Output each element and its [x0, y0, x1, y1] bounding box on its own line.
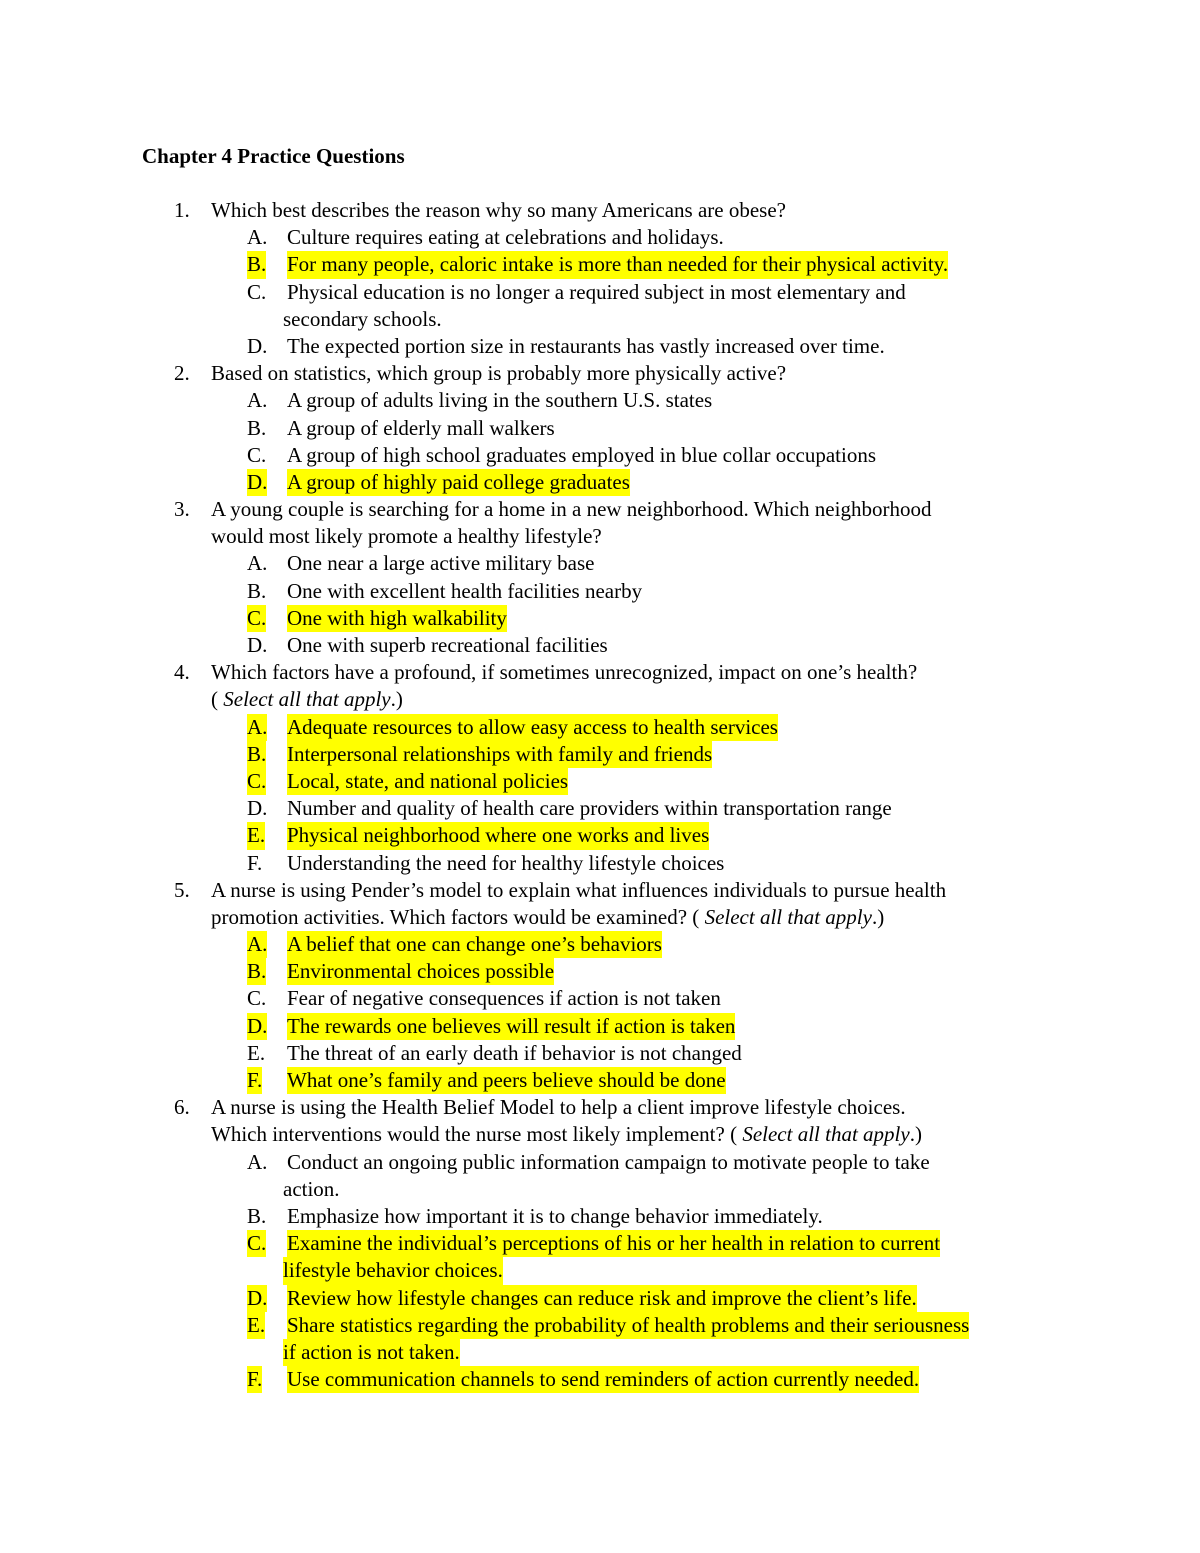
option-letter: B. [247, 578, 267, 603]
option-text: Conduct an ongoing public information campaign to motivate people to take [287, 1149, 930, 1174]
question-line [0, 523, 1200, 550]
answer-option-line [0, 1366, 1200, 1393]
question-number: 4. [174, 660, 190, 685]
option-letter: D. [247, 796, 268, 821]
option-letter: C. [247, 1230, 266, 1257]
answer-option-line [0, 469, 1200, 496]
question-text: A nurse is using Pender’s model to explain what influences individuals to pursue health [211, 877, 947, 902]
highlighted-answer-text: What one’s family and peers believe should be done [287, 1067, 726, 1094]
question-text: Which factors have a profound, if sometimes unrecognized, impact on one’s health? [211, 660, 918, 685]
answer-option-line [0, 1257, 1200, 1284]
answer-option-line [0, 224, 1200, 251]
highlighted-answer-text: Adequate resources to allow easy access to health services [287, 714, 778, 741]
question-number: 5. [174, 877, 190, 902]
question-text: Which interventions would the nurse most likely implement? ( Select all that apply.) [211, 1122, 922, 1147]
option-letter: B. [247, 741, 266, 768]
option-letter: A. [247, 551, 268, 576]
highlighted-answer-text: Use communication channels to send reminders of action currently needed. [287, 1366, 919, 1393]
option-letter: D. [247, 633, 268, 657]
option-letter: A. [247, 225, 268, 250]
option-text: The threat of an early death if behavior is not changed [287, 1040, 742, 1065]
option-letter: C. [247, 442, 267, 467]
question-text: A young couple is searching for a home in a new neighborhood. Which neighborhood [211, 497, 932, 522]
highlighted-answer-text: A belief that one can change one’s behaviors [287, 931, 662, 958]
option-letter: C. [247, 768, 266, 795]
question-line [0, 686, 1200, 713]
answer-option-line [0, 1067, 1200, 1094]
question-1 [0, 197, 1200, 360]
answer-option-line [0, 795, 1200, 822]
option-text: The expected portion size in restaurants has vastly increased over time. [287, 333, 885, 358]
option-letter: E. [247, 1040, 266, 1065]
option-letter: B. [247, 251, 266, 278]
highlighted-answer-text: if action is not taken. [283, 1339, 460, 1366]
option-text: A group of high school graduates employed in blue collar occupations [287, 442, 877, 467]
answer-option-line [0, 1203, 1200, 1230]
answer-option-line [0, 387, 1200, 414]
option-text: A group of elderly mall walkers [287, 415, 555, 440]
answer-option-line [0, 279, 1200, 306]
option-letter: A. [247, 388, 268, 413]
question-number: 6. [174, 1095, 190, 1120]
highlighted-answer-text: Environmental choices possible [287, 958, 554, 985]
highlighted-answer-text: A group of highly paid college graduates [287, 469, 630, 496]
option-letter: D. [247, 333, 268, 358]
option-text: One with excellent health facilities nearby [287, 578, 643, 603]
highlighted-answer-text: Physical neighborhood where one works and lives [287, 822, 709, 849]
option-letter: B. [247, 1203, 267, 1228]
option-letter: D. [247, 469, 267, 496]
option-letter: C. [247, 279, 267, 304]
option-letter: D. [247, 1013, 267, 1040]
question-line [0, 197, 1200, 224]
answer-option-line [0, 1230, 1200, 1257]
option-text: Fear of negative consequences if action is not taken [287, 986, 721, 1011]
answer-option-line [0, 822, 1200, 849]
question-line [0, 496, 1200, 523]
option-letter: E. [247, 822, 265, 849]
answer-option-line [0, 251, 1200, 278]
answer-option-line [0, 550, 1200, 577]
option-text: One near a large active military base [287, 551, 595, 576]
highlighted-answer-text: For many people, caloric intake is more than needed for their physical activity. [287, 251, 948, 278]
highlighted-answer-text: Review how lifestyle changes can reduce risk and improve the client’s life. [287, 1285, 917, 1312]
answer-option-line [0, 442, 1200, 469]
option-text: action. [283, 1176, 340, 1201]
option-text: Number and quality of health care providers within transportation range [287, 796, 892, 821]
answer-option-line [0, 741, 1200, 768]
option-text: Understanding the need for healthy lifestyle choices [287, 850, 725, 875]
question-text: would most likely promote a healthy lifestyle? [211, 524, 602, 549]
option-text: One with superb recreational facilities [287, 633, 608, 657]
question-text: Which best describes the reason why so many Americans are obese? [211, 198, 786, 222]
highlighted-answer-text: One with high walkability [287, 605, 507, 632]
question-5 [0, 877, 1200, 1095]
option-letter: A. [247, 931, 267, 958]
question-line [0, 904, 1200, 931]
question-line [0, 1121, 1200, 1148]
answer-option-line [0, 605, 1200, 632]
answer-option-line [0, 1176, 1200, 1203]
highlighted-answer-text: Share statistics regarding the probability of health problems and their seriousness [287, 1312, 969, 1339]
answer-option-line [0, 931, 1200, 958]
answer-option-line [0, 850, 1200, 877]
highlighted-answer-text: Local, state, and national policies [287, 768, 568, 795]
option-letter: F. [247, 850, 263, 875]
question-line [0, 877, 1200, 904]
answer-option-line [0, 306, 1200, 333]
answer-option-line [0, 333, 1200, 360]
option-letter: C. [247, 605, 266, 632]
question-line [0, 659, 1200, 686]
question-text: Based on statistics, which group is probably more physically active? [211, 361, 787, 386]
answer-option-line [0, 632, 1200, 659]
highlighted-answer-text: The rewards one believes will result if action is taken [287, 1013, 735, 1040]
answer-option-line [0, 985, 1200, 1012]
option-letter: A. [247, 714, 267, 741]
answer-option-line [0, 415, 1200, 442]
question-3 [0, 496, 1200, 659]
option-letter: B. [247, 415, 267, 440]
option-letter: C. [247, 986, 267, 1011]
option-text: Culture requires eating at celebrations and holidays. [287, 225, 724, 250]
answer-option-line [0, 578, 1200, 605]
answer-option-line [0, 1149, 1200, 1176]
question-number: 1. [174, 198, 190, 222]
option-letter: F. [247, 1366, 262, 1393]
highlighted-answer-text: Examine the individual’s perceptions of his or her health in relation to current [287, 1230, 940, 1257]
answer-option-line [0, 1285, 1200, 1312]
option-text: A group of adults living in the southern U.S. states [287, 388, 713, 413]
question-line [0, 1094, 1200, 1121]
question-text: A nurse is using the Health Belief Model to help a client improve lifestyle choices. [211, 1095, 906, 1120]
answer-option-line [0, 1312, 1200, 1339]
option-text: Emphasize how important it is to change behavior immediately. [287, 1203, 823, 1228]
question-text: ( Select all that apply.) [211, 687, 403, 712]
option-text: Physical education is no longer a required subject in most elementary and [287, 279, 906, 304]
answer-option-line [0, 1040, 1200, 1067]
option-letter: E. [247, 1312, 265, 1339]
answer-option-line [0, 958, 1200, 985]
answer-option-line [0, 1339, 1200, 1366]
answer-option-line [0, 714, 1200, 741]
option-letter: D. [247, 1285, 267, 1312]
answer-option-line [0, 1013, 1200, 1040]
answer-option-line [0, 768, 1200, 795]
question-number: 2. [174, 361, 190, 386]
question-4 [0, 659, 1200, 877]
option-letter: B. [247, 958, 266, 985]
highlighted-answer-text: lifestyle behavior choices. [283, 1257, 503, 1284]
option-text: secondary schools. [283, 306, 442, 331]
question-list [0, 197, 1200, 1393]
question-text: promotion activities. Which factors would be examined? ( Select all that apply.) [211, 904, 885, 929]
page-title: Chapter 4 Practice Questions [142, 144, 405, 168]
question-2 [0, 360, 1200, 496]
highlighted-answer-text: Interpersonal relationships with family and friends [287, 741, 712, 768]
question-line [0, 360, 1200, 387]
question-number: 3. [174, 497, 190, 522]
option-letter: A. [247, 1149, 268, 1174]
question-6 [0, 1094, 1200, 1393]
option-letter: F. [247, 1067, 262, 1094]
